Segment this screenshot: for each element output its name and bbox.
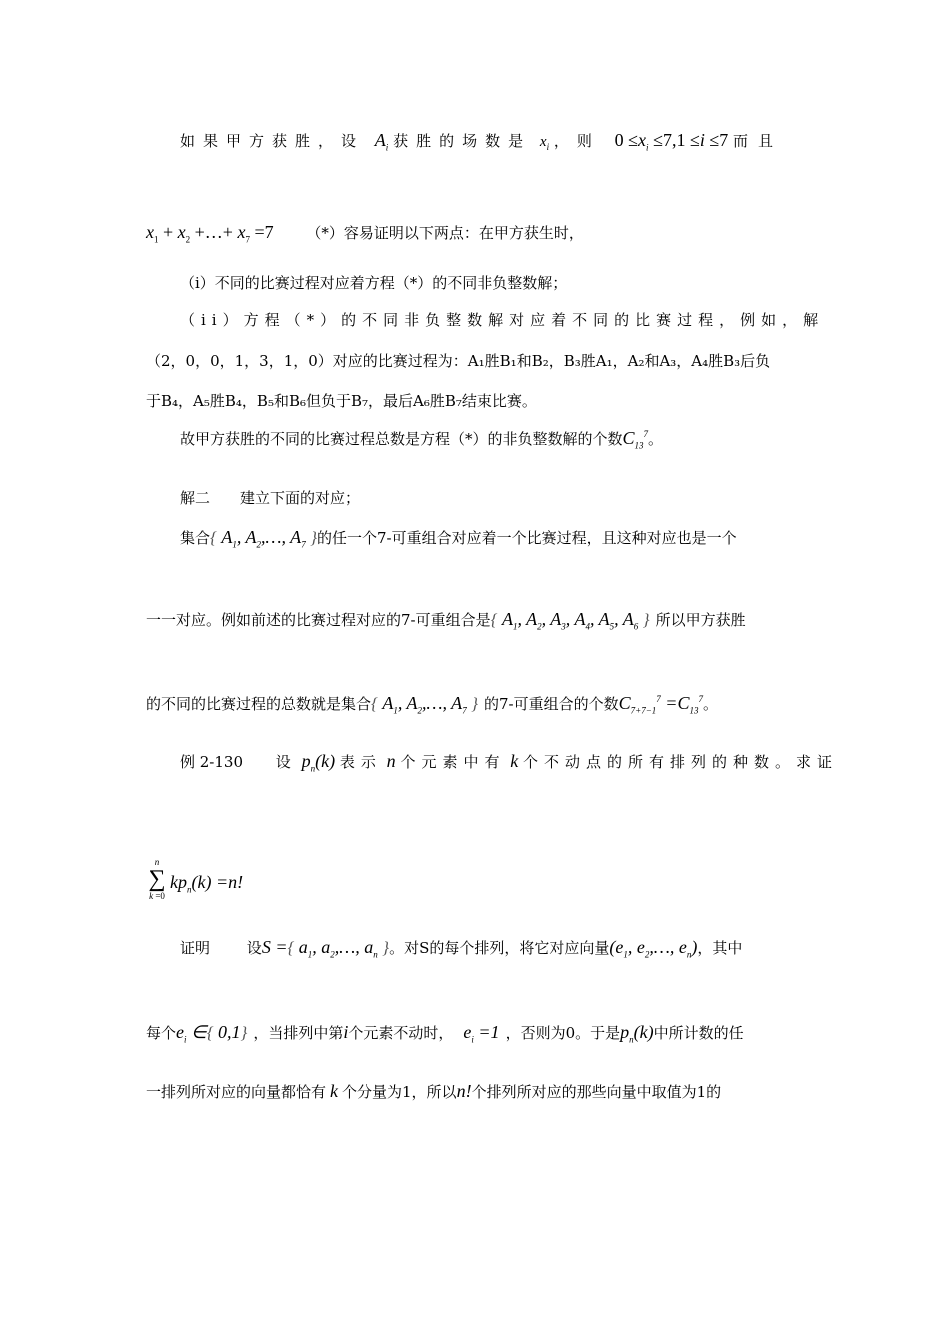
paragraph-line-10: 一一对应。例如前述的比赛过程对应的7-可重组合是{ $A_1$, $A_2$, $A_3$, $A_4$, $A_5$, $A_6$ } 所以甲方获胜 xyxy=(146,609,746,632)
proof-label: 证明 xyxy=(180,939,211,957)
math-vector-e: ($e_1$, $e_2,\dots$, $e_n$) xyxy=(609,937,698,960)
math-n: n xyxy=(386,751,396,771)
math-equation-star: $x_1 + x_2$ +…+ $x_7 =7$ xyxy=(146,222,274,245)
math-A-i: $A_i$ xyxy=(374,130,389,153)
math-set-S: S ={ $a_1$, $a_2,\dots$, $a_n$ } xyxy=(261,937,390,960)
math-p-n-k: $p_n(k)$ xyxy=(620,1022,654,1045)
math-inequality: $0 \le x_i \le 7,1 \le i \le 7$ xyxy=(614,130,729,153)
math-C-13-7: $C_{13}^7$ xyxy=(622,428,649,451)
paragraph-line-4: （ii）方程（*）的不同非负整数解对应着不同的比赛过程，例如，解 xyxy=(180,311,825,329)
math-k: k xyxy=(510,751,519,771)
math-set-A1-A7: { $A_1$, $A_2,\dots$, $A_7$ } xyxy=(371,693,478,716)
paragraph-line-2: $x_1 + x_2$ +…+ $x_7 =7$ （*）容易证明以下两点：在甲方获生时， xyxy=(146,222,584,245)
example-label: 例 2-130 xyxy=(180,753,244,771)
summation-symbol: n ∑ k =0 xyxy=(148,857,166,901)
paragraph-line-12: 例 2-130 设 $p_n(k)$ 表示 n 个元素中有 k 个不动点的所有排列的种数。求证 xyxy=(180,751,839,774)
math-x-i: $x_i$ xyxy=(539,134,550,152)
math-n-factorial: n! xyxy=(456,1081,472,1101)
paragraph-line-6: 于B₄，A₅胜B₄，B₅和B₆但负于B₇，最后A₆胜B₇结束比赛。 xyxy=(146,392,537,410)
math-e-i-in-set: $e_i$ ∈{ 0,1} xyxy=(176,1022,248,1045)
paragraph-line-3: （i）不同的比赛过程对应着方程（*）的不同非负整数解； xyxy=(180,274,568,292)
math-set-A1-A7: { $A_1$, $A_2,\dots$, $A_7$ } xyxy=(210,527,317,550)
paragraph-line-7: 故甲方获胜的不同的比赛过程总数是方程（*）的非负整数解的个数$C_{13}^7$。 xyxy=(180,428,664,451)
paragraph-line-14: 证明 设S ={ $a_1$, $a_2,\dots$, $a_n$ }。对S的每个排列，将它对应向量($e_1$, $e_2,\dots$, $e_n$)，其中 xyxy=(180,937,743,960)
math-p-n-k: $p_n(k)$ xyxy=(301,751,336,774)
paragraph-line-8: 解二 建立下面的对应； xyxy=(180,489,361,507)
paragraph-line-16: 一排列所对应的向量都恰有 k 个分量为1，所以n!个排列所对应的那些向量中取值为1的 xyxy=(146,1081,722,1101)
math-set-A1-A6: { $A_1$, $A_2$, $A_3$, $A_4$, $A_5$, $A_6$ } xyxy=(490,609,650,632)
math-combination-equality: $C_{7+7-1}^7 =C_{13}^7$ xyxy=(618,693,703,716)
paragraph-line-15: 每个$e_i$ ∈{ 0,1} ，当排列中第i个元素不动时， $e_i =1$ ，否则为0。于是$p_n(k)$中所计数的任 xyxy=(146,1022,744,1045)
paragraph-line-5: （2，0，0，1，3，1，0）对应的比赛过程为：A₁胜B₁和B₂，B₃胜A₁，A₂和A₃，A₄胜B₃后负 xyxy=(146,352,771,370)
math-e-i-equals-1: $e_i =1$ xyxy=(463,1022,500,1045)
paragraph-line-1: 如果甲方获胜，设 $A_i$ 获胜的场数是 $x_i$ ，则 $0 \le x_i \le 7,1 \le i \le 7$ 而且 xyxy=(180,130,784,153)
paragraph-line-11: 的不同的比赛过程的总数就是集合{ $A_1$, $A_2,\dots$, $A_7$ } 的7-可重组合的个数$C_{7+7-1}^7 =C_{13}^7$。 xyxy=(146,693,718,716)
math-i: i xyxy=(343,1022,349,1042)
math-k: k xyxy=(330,1081,339,1101)
math-sum-expression: $kp_n(k) =n$! xyxy=(170,872,244,895)
paragraph-line-9: 集合{ $A_1$, $A_2,\dots$, $A_7$ }的任一个7-可重组合对应着一个比赛过程，且这种对应也是一个 xyxy=(180,527,737,550)
